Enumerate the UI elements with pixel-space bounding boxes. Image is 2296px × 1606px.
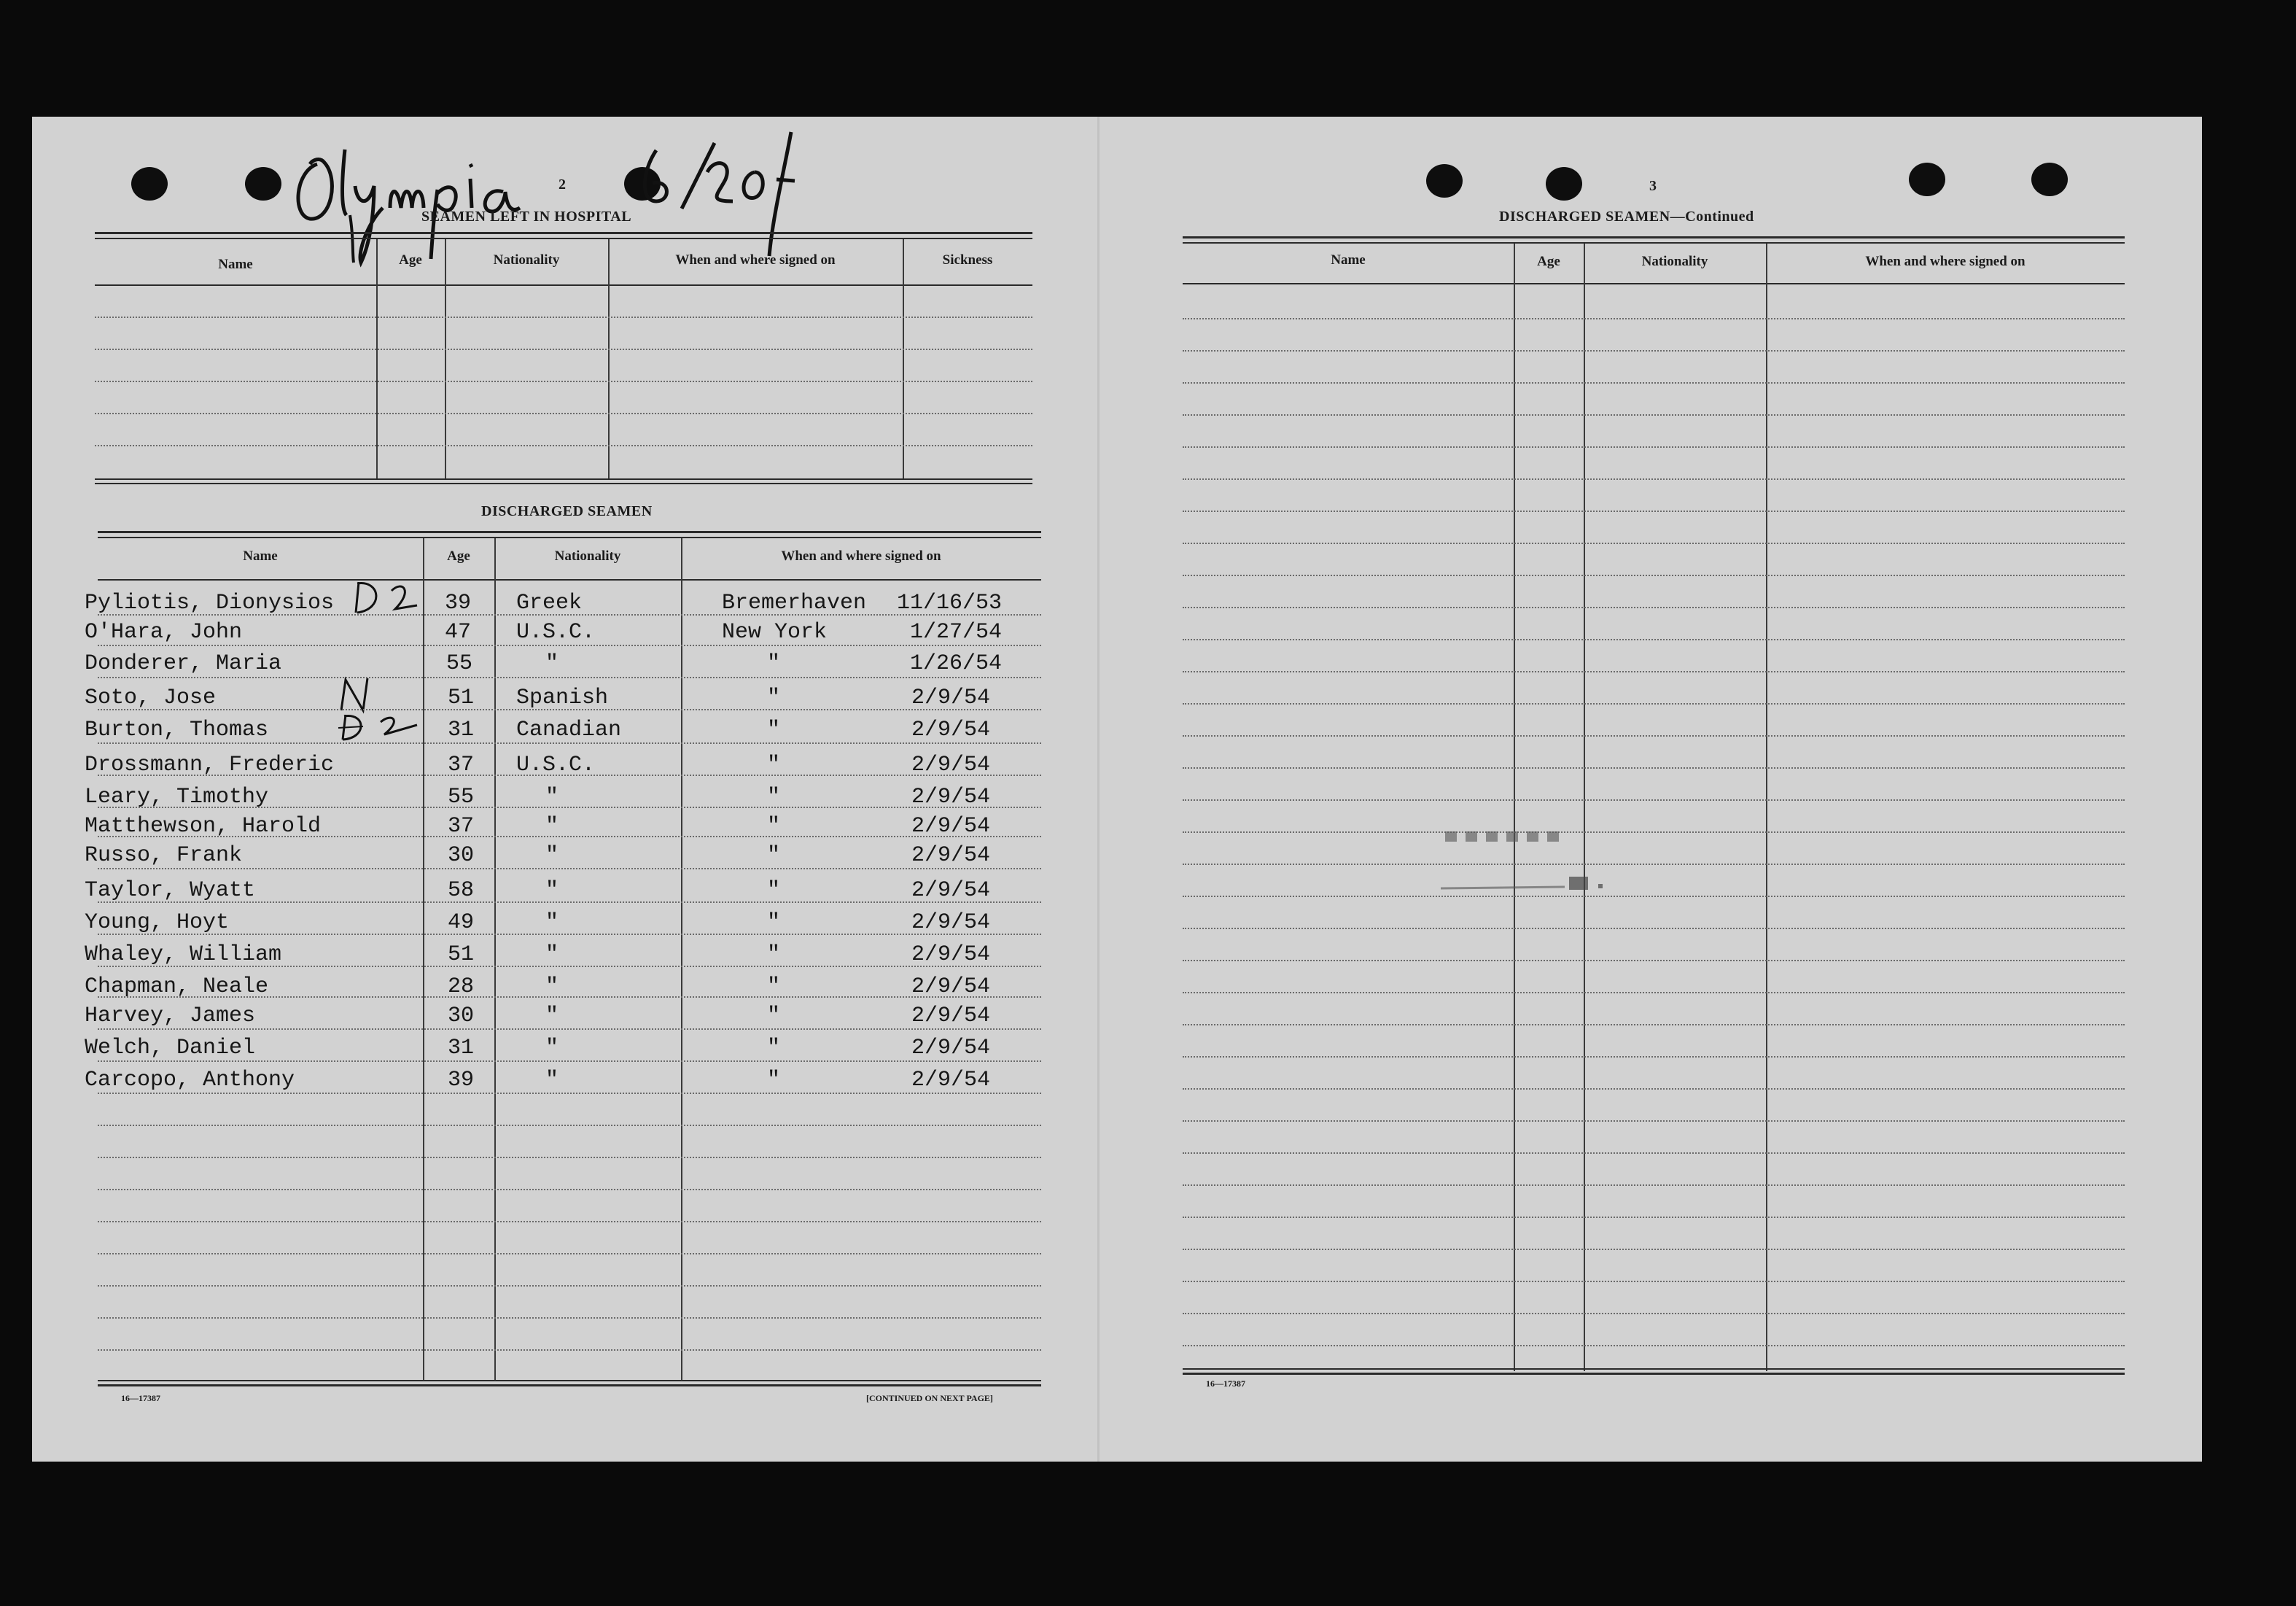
row-age: 37 [448,814,475,839]
ruled-line [1183,1184,2125,1186]
discharged-section-title: DISCHARGED SEAMEN [481,503,653,519]
ruled-line [1183,446,2125,448]
ruled-line [1183,1217,2125,1218]
column-divider [1514,244,1515,1371]
row-date: 1/26/54 [910,651,1003,676]
ruled-line [98,966,1041,967]
ruled-line [98,836,1041,837]
row-name: Matthewson, Harold [85,814,322,839]
column-divider [681,538,682,1381]
row-age: 37 [448,753,475,777]
ruled-line [1183,1120,2125,1122]
ruled-line [98,645,1041,646]
right-page-number: 3 [1649,178,1657,194]
row-nationality: " [545,1068,559,1093]
row-nationality: " [545,974,559,999]
punch-hole [2031,163,2068,196]
row-date: 2/9/54 [911,718,991,742]
ruled-line [98,868,1041,869]
row-where: " [767,785,781,810]
discharged-col-signed-on: When and where signed on [781,548,941,564]
ruled-line [98,1285,1041,1287]
row-name: Drossmann, Frederic [85,753,335,777]
ruled-line [98,775,1041,776]
row-where: New York [722,620,828,645]
hospital-col-age: Age [399,252,422,268]
hospital-col-sickness: Sickness [942,252,993,268]
ruled-line [1183,735,2125,737]
ruled-line [1183,703,2125,705]
row-nationality: " [545,1004,559,1028]
rule [95,478,1032,480]
rule [98,537,1041,538]
column-divider [423,538,424,1381]
row-name: Pyliotis, Dionysios [85,591,335,616]
ruled-line [1183,1249,2125,1250]
punch-hole [1909,163,1945,196]
ruled-line [98,1221,1041,1222]
row-age: 51 [448,942,475,967]
column-divider [376,239,378,480]
ruled-line [1183,864,2125,865]
ruled-line [98,1125,1041,1126]
right-form-number: 16—17387 [1206,1378,1245,1389]
rule [1183,1373,2125,1375]
row-age: 55 [448,785,475,810]
row-nationality: Canadian [516,718,622,742]
row-nationality: U.S.C. [516,753,596,777]
row-nationality: " [545,785,559,810]
row-name: Leary, Timothy [85,785,269,810]
punch-hole [131,167,168,201]
handwritten-date [627,128,817,263]
right-section-title: DISCHARGED SEAMEN—Continued [1499,209,1754,225]
row-date: 2/9/54 [911,942,991,967]
ruled-line [95,317,1032,318]
row-age: 49 [448,910,475,935]
column-divider [608,239,610,480]
row-name: Russo, Frank [85,843,243,868]
ruled-line [1183,1345,2125,1346]
row-name: Taylor, Wyatt [85,878,256,903]
row-age: 31 [448,718,475,742]
ruled-line [98,1317,1041,1319]
rule [1183,283,2125,284]
ruled-line [1183,382,2125,384]
row-nationality: " [545,651,559,676]
ruled-line [1183,478,2125,480]
right-col-nationality: Nationality [1641,254,1708,269]
rule [98,579,1041,581]
hospital-col-signed-on: When and where signed on [675,252,836,268]
ruled-line [98,677,1041,678]
ruled-line [98,742,1041,744]
ruled-line [98,901,1041,903]
column-divider [445,239,446,480]
punch-hole [245,167,281,201]
row-date: 11/16/53 [897,591,1003,616]
rule [98,1380,1041,1381]
row-name: Chapman, Neale [85,974,269,999]
row-name: O'Hara, John [85,620,243,645]
row-where: " [767,814,781,839]
ruled-line [1183,831,2125,833]
rule [1183,236,2125,238]
ruled-line [1183,607,2125,608]
row-name: Burton, Thomas [85,718,269,742]
hospital-section-title: SEAMEN LEFT IN HOSPITAL [421,209,632,225]
row-nationality: Spanish [516,686,609,710]
row-date: 2/9/54 [911,974,991,999]
ruled-line [98,1028,1041,1030]
handwritten-mark-d2 [351,576,424,624]
row-age: 30 [448,843,475,868]
row-age: 31 [448,1036,475,1060]
punch-hole [1546,167,1582,201]
row-date: 2/9/54 [911,910,991,935]
rule [95,238,1032,239]
row-where: " [767,974,781,999]
row-nationality: " [545,814,559,839]
row-nationality: " [545,942,559,967]
ruled-line [98,1060,1041,1062]
row-name: Donderer, Maria [85,651,282,676]
row-where: " [767,942,781,967]
row-name: Soto, Jose [85,686,217,710]
row-nationality: " [545,1036,559,1060]
ruled-line [95,381,1032,382]
faint-stamp [1441,826,1630,902]
discharged-col-nationality: Nationality [554,548,621,564]
ruled-line [1183,1313,2125,1314]
row-where: " [767,878,781,903]
row-where: " [767,1004,781,1028]
ruled-line [1183,767,2125,769]
row-age: 39 [448,1068,475,1093]
left-page-number: 2 [559,176,566,193]
right-col-age: Age [1537,254,1560,269]
continued-note: [CONTINUED ON NEXT PAGE] [866,1393,993,1403]
right-col-name: Name [1331,252,1366,268]
ruled-line [1183,1281,2125,1282]
ruled-line [1183,511,2125,512]
row-age: 28 [448,974,475,999]
row-name: Whaley, William [85,942,282,967]
left-form-number: 16—17387 [121,1393,160,1403]
ruled-line [1183,1024,2125,1025]
ruled-line [1183,799,2125,801]
row-where: " [767,843,781,868]
page-fold [1097,117,1100,1462]
row-age: 51 [448,686,475,710]
column-divider [494,538,496,1381]
ruled-line [1183,318,2125,319]
row-date: 2/9/54 [911,686,991,710]
rule [1183,242,2125,244]
ruled-line [1183,543,2125,544]
row-name: Harvey, James [85,1004,256,1028]
ruled-line [1183,671,2125,672]
column-divider [903,239,904,480]
row-date: 2/9/54 [911,878,991,903]
ruled-line [98,934,1041,935]
discharged-col-name: Name [243,548,278,564]
row-where: " [767,1036,781,1060]
row-date: 2/9/54 [911,785,991,810]
hospital-col-name: Name [218,257,253,272]
row-where: " [767,718,781,742]
row-where: " [767,686,781,710]
rule [1183,1368,2125,1370]
row-nationality: Greek [516,591,583,616]
row-date: 1/27/54 [910,620,1003,645]
row-where: " [767,753,781,777]
row-age: 47 [445,620,472,645]
rule [95,483,1032,484]
column-divider [1584,244,1585,1371]
row-date: 2/9/54 [911,1036,991,1060]
ruled-line [98,709,1041,710]
row-date: 2/9/54 [911,843,991,868]
ruled-line [95,349,1032,350]
ruled-line [1183,960,2125,961]
row-age: 55 [446,651,473,676]
row-nationality: U.S.C. [516,620,596,645]
rule [98,1384,1041,1386]
ruled-line [98,807,1041,808]
row-nationality: " [545,843,559,868]
ruled-line [1183,992,2125,993]
ruled-line [98,1093,1041,1094]
ruled-line [98,996,1041,998]
ruled-line [1183,1056,2125,1058]
row-nationality: " [545,878,559,903]
column-divider [1766,244,1767,1371]
ruled-line [98,1253,1041,1254]
discharged-col-age: Age [447,548,470,564]
hospital-col-nationality: Nationality [493,252,560,268]
ruled-line [98,1349,1041,1351]
row-date: 2/9/54 [911,814,991,839]
rule [95,284,1032,286]
row-date: 2/9/54 [911,1068,991,1093]
ruled-line [98,1189,1041,1190]
row-where: " [767,910,781,935]
ruled-line [95,413,1032,414]
row-name: Carcopo, Anthony [85,1068,295,1093]
row-where: " [767,651,781,676]
ruled-line [1183,1152,2125,1154]
row-date: 2/9/54 [911,1004,991,1028]
ruled-line [98,1157,1041,1158]
punch-hole [1426,164,1463,198]
ruled-line [1183,896,2125,897]
ruled-line [1183,575,2125,576]
row-age: 58 [448,878,475,903]
row-name: Young, Hoyt [85,910,230,935]
ruled-line [98,614,1041,616]
row-where: " [767,1068,781,1093]
ruled-line [1183,1088,2125,1090]
row-name: Welch, Daniel [85,1036,256,1060]
ruled-line [95,445,1032,446]
row-date: 2/9/54 [911,753,991,777]
row-age: 30 [448,1004,475,1028]
rule [98,531,1041,533]
right-col-signed-on: When and where signed on [1865,254,2025,269]
ruled-line [1183,639,2125,640]
ruled-line [1183,350,2125,352]
ruled-line [1183,414,2125,416]
row-where: Bremerhaven [722,591,867,616]
ruled-line [1183,928,2125,929]
handwritten-vessel-name [288,135,550,270]
row-age: 39 [445,591,472,616]
rule [95,232,1032,234]
row-nationality: " [545,910,559,935]
